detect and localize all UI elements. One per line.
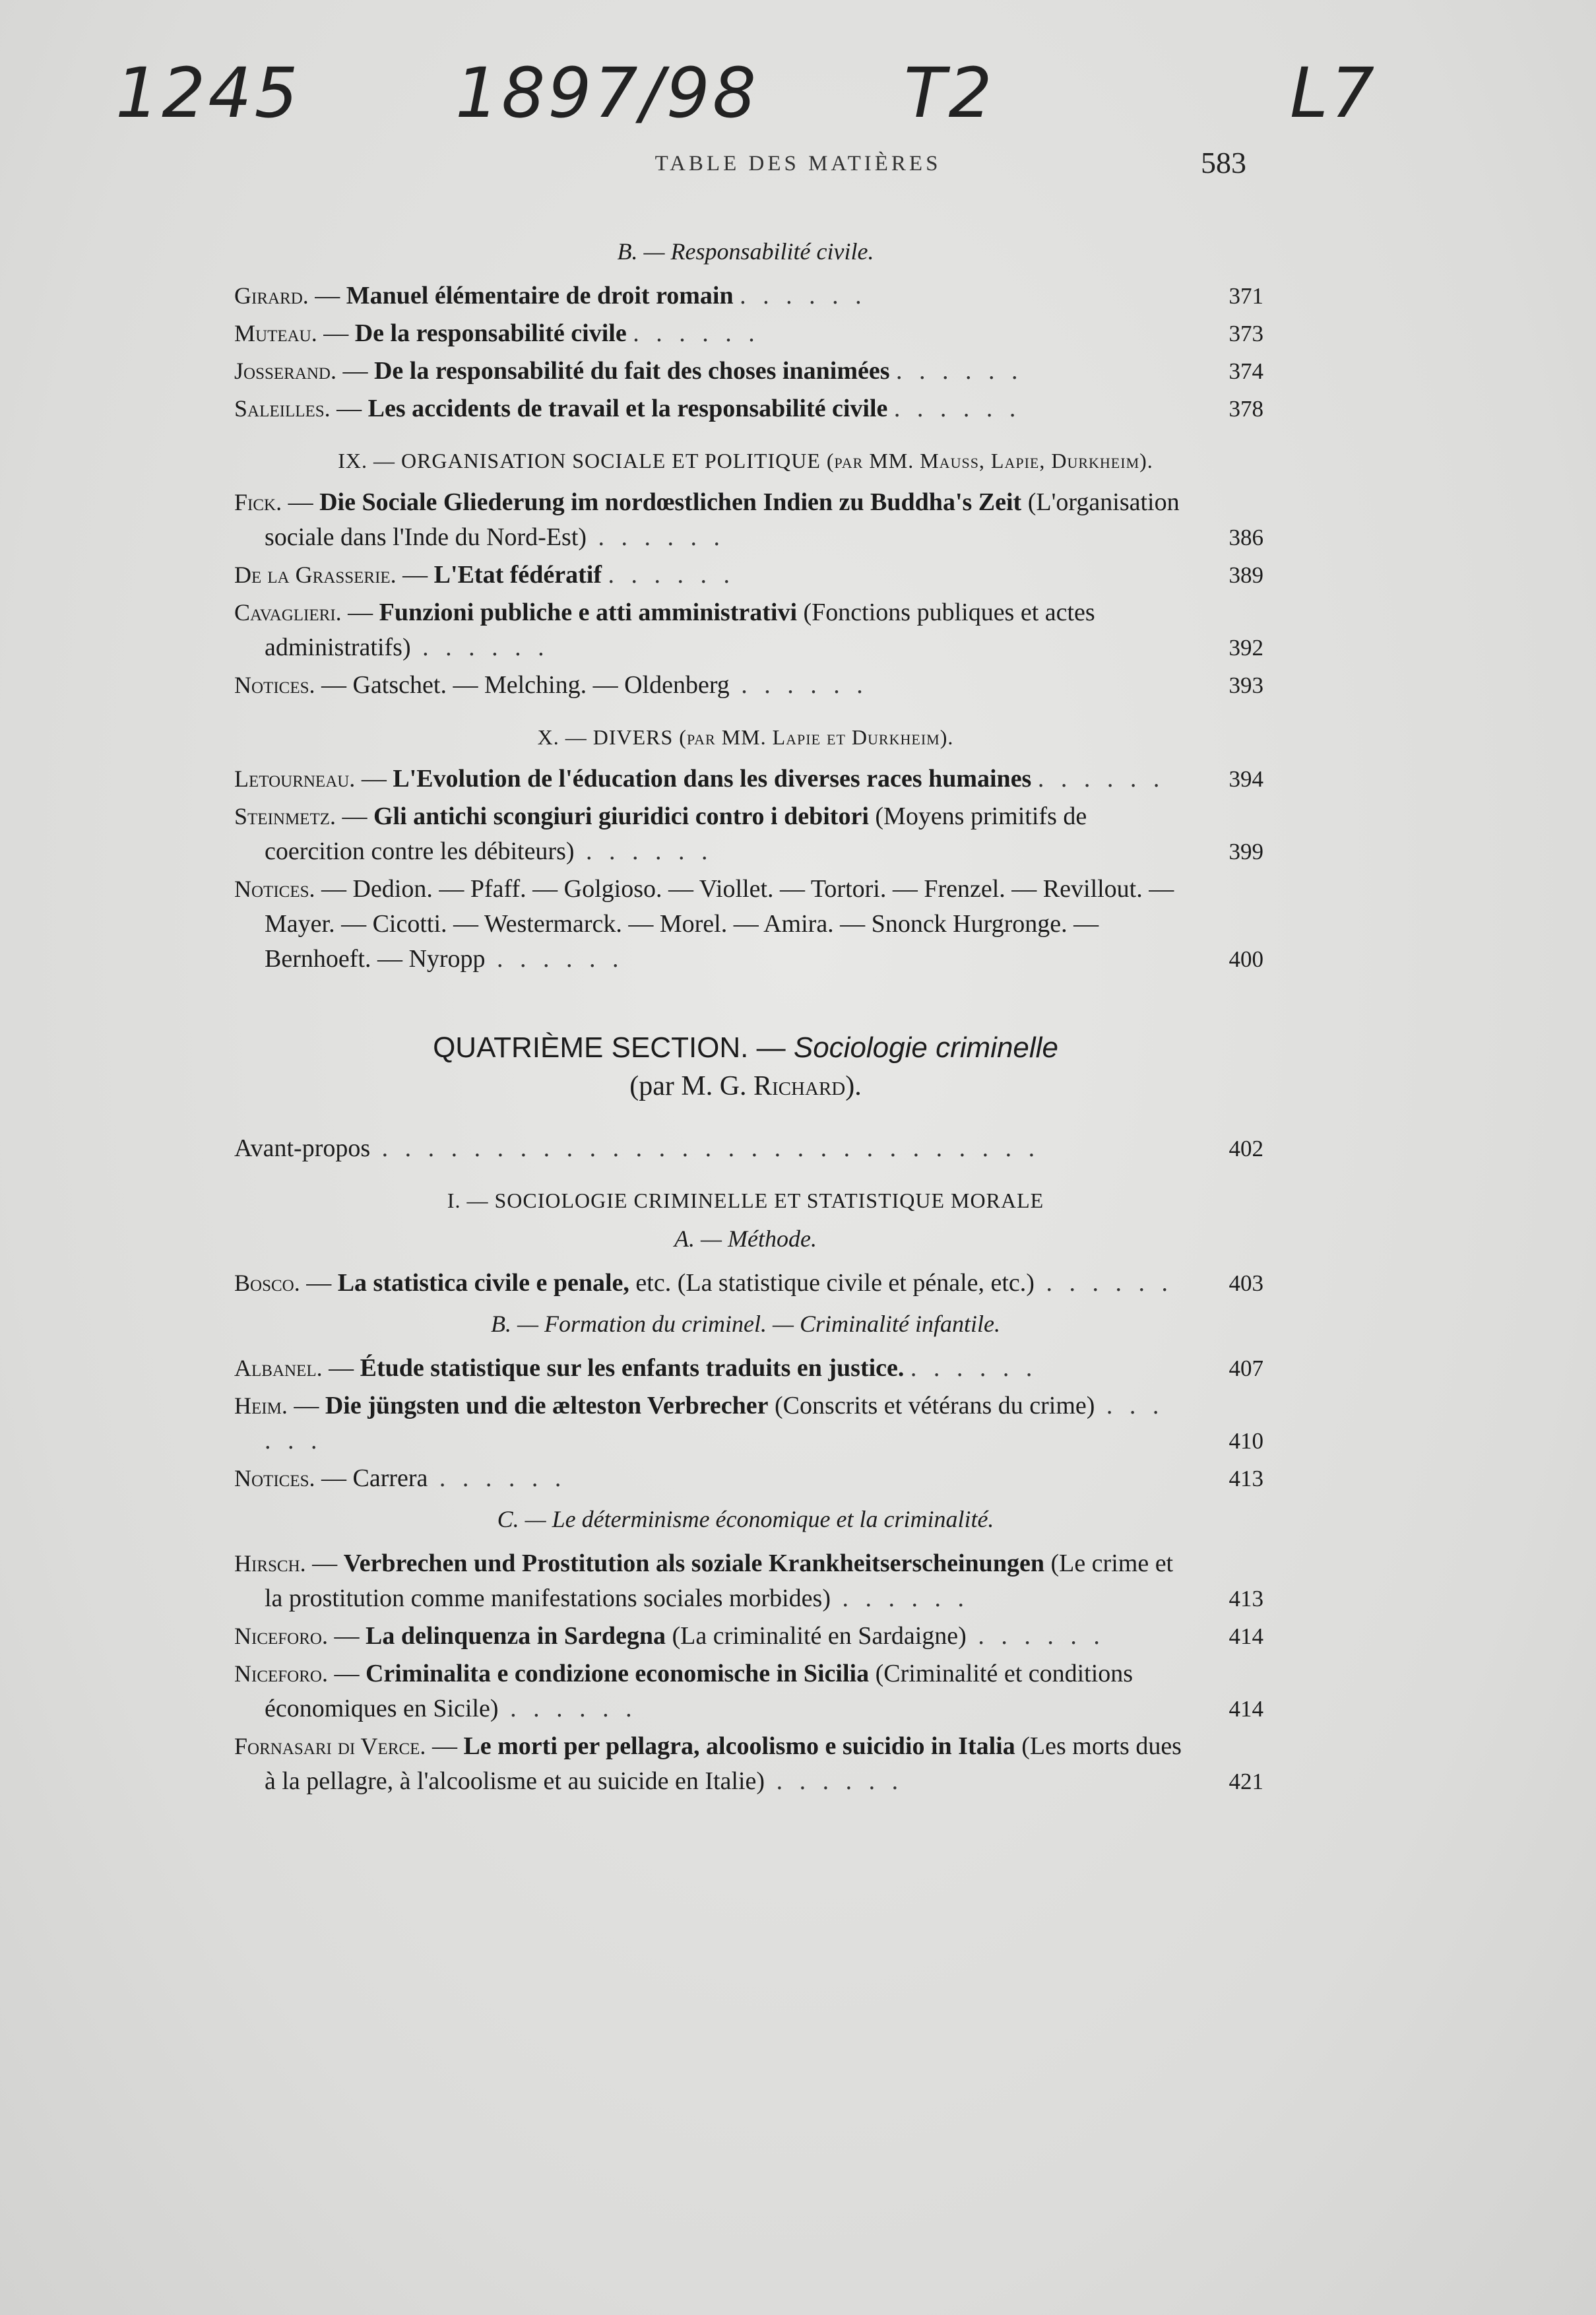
leader-dots: . . . . . . xyxy=(910,1354,1038,1382)
toc-entry xyxy=(234,558,1263,593)
toc-entry-page: 392 xyxy=(1229,635,1263,661)
avant-propos-page: 402 xyxy=(1229,1136,1263,1161)
toc-entry-title: Die jüngsten und die ælteston Verbrecher xyxy=(325,1392,769,1419)
toc-entry-title: L'Evolution de l'éducation dans les diverses races humaines xyxy=(393,765,1032,793)
leader-dots: . . . . . . xyxy=(831,1584,969,1612)
leader-dots: . . . . . . xyxy=(498,1695,637,1722)
toc-entry-detail: (Fonctions publiques et actes administratifs) xyxy=(265,599,1095,661)
toc-entry-text: Notices. — Gatschet. — Melching. — Oldenberg . . . . . . xyxy=(234,671,868,699)
toc-entry-author: Saleilles. xyxy=(234,395,331,422)
toc-entry-text: Niceforo. — La delinquenza in Sardegna (La criminalité en Sardaigne) . . . . . . xyxy=(234,1622,1105,1650)
leader-dots: . . . . . . xyxy=(608,561,735,589)
toc-entry-text: Saleilles. — Les accidents de travail et la responsabilité civile . . . . . . xyxy=(234,395,1021,422)
handwritten-tome: T2 xyxy=(904,53,995,133)
toc-entry-title: Étude statistique sur les enfants traduits en justice. xyxy=(360,1354,905,1382)
toc-entry-author: Fick. xyxy=(234,489,282,515)
toc-entry-text: Albanel. — Étude statistique sur les enfants traduits en justice. . . . . . . xyxy=(234,1354,1038,1382)
toc-entry-page: 414 xyxy=(1229,1623,1263,1649)
subsection-heading-methode: A. — Méthode. xyxy=(674,1225,817,1252)
section-heading-i: I. — SOCIOLOGIE CRIMINELLE ET STATISTIQUE MORALE xyxy=(447,1189,1044,1212)
toc-entry-text: Josserand. — De la responsabilité du fait des choses inanimées . . . . . . xyxy=(234,357,1023,385)
toc-entry-text: Hirsch. — Verbrechen und Prostitution als soziale Krankheitserscheinungen (Le crime et la prostitution comme manifestations sociales morbides) . . . . . . xyxy=(234,1549,1174,1612)
toc-entry-text: Fick. — Die Sociale Gliederung im nordœstlichen Indien zu Buddha's Zeit (L'organisation sociale dans l'Inde du Nord-Est) . . . . . . xyxy=(234,488,1180,551)
toc-entry-text: Muteau. — De la responsabilité civile . . . . . . xyxy=(234,319,760,347)
toc-entry xyxy=(234,1388,1263,1458)
toc-entry-page: 374 xyxy=(1229,358,1263,384)
leader-dots: . . . . . . xyxy=(265,1392,1165,1454)
toc-entry-text: Steinmetz. — Gli antichi scongiuri giuridici contro i debitori (Moyens primitifs de coercition contre les débiteurs) . . . . . . xyxy=(234,802,1087,865)
running-head: TABLE DES MATIÈRES xyxy=(654,152,942,176)
avant-propos-label: Avant-propos xyxy=(234,1134,371,1162)
part-author-post: ). xyxy=(845,1071,862,1101)
toc-entry xyxy=(234,485,1263,555)
toc-entry-page: 400 xyxy=(1229,946,1263,972)
toc-entry xyxy=(234,1351,1263,1386)
leader-dots: . . . . . . xyxy=(729,671,868,699)
toc-entry-page: 413 xyxy=(1229,1586,1263,1612)
entry-list-a xyxy=(234,1266,1263,1301)
entry-list-b xyxy=(234,278,1263,426)
toc-entry-title: La delinquenza in Sardegna xyxy=(365,1622,666,1650)
toc-entry xyxy=(234,1546,1263,1616)
section-heading-x: X. — DIVERS (par MM. Lapie et Durkheim). xyxy=(537,725,954,749)
toc-entry-author: Bosco. xyxy=(234,1270,300,1296)
subsection-heading-determinisme: C. — Le déterminisme économique et la criminalité. xyxy=(497,1506,994,1532)
leader-dots: . . . . . . . . . . . . . . . . . . . . . . . . . . . . . xyxy=(370,1134,1040,1162)
toc-entry xyxy=(234,1461,1263,1496)
leader-dots: . . . . . . xyxy=(896,357,1023,385)
toc-entry-page: 378 xyxy=(1229,396,1263,422)
toc-entry-title: Le morti per pellagra, alcoolismo e suicidio in Italia xyxy=(463,1732,1015,1760)
toc-entry-title: Manuel élémentaire de droit romain xyxy=(346,282,734,310)
toc-entry-text: Letourneau. — L'Evolution de l'éducation dans les diverses races humaines . . . . . . xyxy=(234,765,1165,793)
toc-entry-detail: (Moyens primitifs de coercition contre les débiteurs) xyxy=(265,802,1087,865)
toc-entry-detail: (Criminalité et conditions économiques en Sicile) xyxy=(265,1660,1133,1722)
toc-entry-text: Niceforo. — Criminalita e condizione economische in Sicilia (Criminalité et conditions économiques en Sicile) . . . . . . xyxy=(234,1660,1133,1722)
subsection-heading-formation: B. — Formation du criminel. — Criminalité infantile. xyxy=(491,1311,1000,1337)
part-heading-prefix: QUATRIÈME SECTION. — xyxy=(433,1031,794,1064)
section-heading-ix: IX. — ORGANISATION SOCIALE ET POLITIQUE (par MM. Mauss, Lapie, Durkheim). xyxy=(338,449,1153,473)
leader-dots: . . . . . . xyxy=(485,945,624,973)
leader-dots: . . . . . . xyxy=(765,1767,904,1795)
toc-entry-author: Muteau. xyxy=(234,320,317,346)
leader-dots: . . . . . . xyxy=(893,395,1021,422)
toc-entry-page: 413 xyxy=(1229,1466,1263,1491)
toc-entry xyxy=(234,316,1263,351)
toc-entry-detail: etc. (La statistique civile et pénale, etc.) xyxy=(635,1269,1035,1297)
part-heading-title: Sociologie criminelle xyxy=(793,1031,1058,1064)
toc-entry-title: De la responsabilité du fait des choses inanimées xyxy=(373,357,890,385)
toc-entry-text: De la Grasserie. — L'Etat fédératif . . . . . . xyxy=(234,561,735,589)
toc-entry-page: 393 xyxy=(1229,672,1263,698)
toc-entry-page: 399 xyxy=(1229,839,1263,864)
toc-entry-detail: Dedion. — Pfaff. — Golgioso. — Viollet. — Tortori. — Frenzel. — Revillout. — Mayer. — Cicotti. — Westermarck. — Morel. — Amira. — Snonck Hurgronge. — Bernhoeft. — Nyropp xyxy=(265,875,1174,973)
toc-entry xyxy=(234,1656,1263,1726)
toc-entry-page: 394 xyxy=(1229,766,1263,792)
leader-dots: . . . . . . xyxy=(587,523,726,551)
toc-entry-author: Cavaglieri. xyxy=(234,599,342,626)
toc-entry-title: Die Sociale Gliederung im nordœstlichen Indien zu Buddha's Zeit xyxy=(319,488,1022,516)
avant-propos-entry xyxy=(234,1131,1263,1166)
toc-entry-title: Criminalita e condizione economische in Sicilia xyxy=(365,1660,870,1687)
toc-entry-author: Notices. xyxy=(234,876,315,902)
leader-dots: . . . . . . xyxy=(410,634,550,661)
toc-content xyxy=(234,238,1263,1802)
page-number: 583 xyxy=(1201,146,1246,179)
toc-entry-page: 410 xyxy=(1229,1428,1263,1454)
toc-entry xyxy=(234,668,1263,703)
toc-entry xyxy=(234,1619,1263,1654)
toc-entry-author: De la Grasserie. xyxy=(234,562,397,588)
toc-entry-text: Girard. — Manuel élémentaire de droit romain . . . . . . xyxy=(234,282,867,310)
toc-entry-author: Josserand. xyxy=(234,358,336,384)
toc-entry xyxy=(234,1266,1263,1301)
toc-entry xyxy=(234,872,1263,977)
toc-entry-detail: Carrera xyxy=(352,1464,428,1492)
leader-dots: . . . . . . xyxy=(1037,765,1165,793)
entry-list-ix xyxy=(234,485,1263,703)
toc-entry-text: Notices. — Carrera . . . . . . xyxy=(234,1464,567,1492)
toc-entry-author: Fornasari di Verce. xyxy=(234,1733,426,1759)
leader-dots: . . . . . . xyxy=(740,282,867,310)
part-author-pre: (par M. G. xyxy=(629,1071,754,1101)
toc-entry-author: Heim. xyxy=(234,1392,288,1419)
toc-entry-detail: (La criminalité en Sardaigne) xyxy=(672,1622,967,1650)
toc-entry xyxy=(234,762,1263,797)
toc-entry-text: Heim. — Die jüngsten und die ælteston Verbrecher (Conscrits et vétérans du crime) . . . . . . xyxy=(234,1392,1165,1454)
toc-entry-page: 414 xyxy=(1229,1696,1263,1722)
part-heading xyxy=(234,1027,1257,1069)
toc-entry-page: 403 xyxy=(1229,1270,1263,1296)
toc-entry-page: 389 xyxy=(1229,562,1263,588)
entry-list-c xyxy=(234,1546,1263,1799)
toc-entry-author: Niceforo. xyxy=(234,1623,328,1649)
toc-entry-detail: (Le crime et la prostitution comme manifestations sociales morbides) xyxy=(265,1549,1174,1612)
toc-entry-title: Verbrechen und Prostitution als soziale Krankheitserscheinungen xyxy=(343,1549,1044,1577)
toc-entry-author: Notices. xyxy=(234,672,315,698)
toc-entry-author: Letourneau. xyxy=(234,766,356,792)
toc-entry xyxy=(234,391,1263,426)
toc-entry xyxy=(234,278,1263,313)
toc-entry xyxy=(234,354,1263,389)
toc-entry-text: Bosco. — La statistica civile e penale, etc. (La statistique civile et pénale, etc.) . . . . . . xyxy=(234,1269,1173,1297)
toc-entry-author: Notices. xyxy=(234,1465,315,1491)
leader-dots: . . . . . . xyxy=(1034,1269,1173,1297)
toc-entry-text: Notices. — Dedion. — Pfaff. — Golgioso. — Viollet. — Tortori. — Frenzel. — Revillout. — Mayer. — Cicotti. — Westermarck. — Morel. — Amira. — Snonck Hurgronge. — Bernhoeft. — Nyropp . . . . . . xyxy=(234,875,1174,973)
toc-entry-page: 371 xyxy=(1229,283,1263,309)
entry-list-b2 xyxy=(234,1351,1263,1496)
part-author xyxy=(234,1070,1257,1102)
leader-dots: . . . . . . xyxy=(574,837,713,865)
toc-entry xyxy=(234,1729,1263,1799)
toc-entry-author: Niceforo. xyxy=(234,1660,328,1687)
toc-entry-title: La statistica civile e penale, xyxy=(337,1269,629,1297)
handwritten-code: L7 xyxy=(1290,53,1378,133)
toc-entry-detail: (Conscrits et vétérans du crime) xyxy=(775,1392,1095,1419)
toc-entry xyxy=(234,799,1263,869)
leader-dots: . . . . . . xyxy=(428,1464,567,1492)
toc-entry-detail: (L'organisation sociale dans l'Inde du Nord-Est) xyxy=(265,488,1180,551)
toc-entry-text: Cavaglieri. — Funzioni publiche e atti amministrativi (Fonctions publiques et actes administratifs) . . . . . . xyxy=(234,599,1095,661)
toc-entry-title: Les accidents de travail et la responsabilité civile xyxy=(367,395,888,422)
toc-entry xyxy=(234,595,1263,665)
toc-entry-page: 373 xyxy=(1229,321,1263,346)
toc-entry-title: Funzioni publiche e atti amministrativi xyxy=(379,599,798,626)
entry-list-x xyxy=(234,762,1263,977)
handwritten-year: 1897/98 xyxy=(455,53,759,133)
leader-dots: . . . . . . xyxy=(633,319,760,347)
leader-dots: . . . . . . xyxy=(966,1622,1105,1650)
toc-entry-text: Fornasari di Verce. — Le morti per pellagra, alcoolismo e suicidio in Italia (Les morts dues à la pellagre, à l'alcoolisme et au suicide en Italie) . . . . . . xyxy=(234,1732,1182,1795)
toc-entry-detail: (Les morts dues à la pellagre, à l'alcoolisme et au suicide en Italie) xyxy=(265,1732,1182,1795)
toc-entry-page: 386 xyxy=(1229,525,1263,550)
toc-entry-title: De la responsabilité civile xyxy=(354,319,627,347)
toc-entry-detail: Gatschet. — Melching. — Oldenberg xyxy=(352,671,730,699)
toc-entry-author: Hirsch. xyxy=(234,1550,306,1577)
part-author-name: Richard xyxy=(753,1071,846,1101)
toc-entry-title: L'Etat fédératif xyxy=(433,561,602,589)
toc-entry-title: Gli antichi scongiuri giuridici contro i debitori xyxy=(373,802,869,830)
toc-entry-page: 407 xyxy=(1229,1355,1263,1381)
handwritten-shelfmark: 1245 xyxy=(115,53,301,133)
subsection-heading-responsabilite: B. — Responsabilité civile. xyxy=(617,238,874,265)
toc-entry-page: 421 xyxy=(1229,1769,1263,1794)
toc-entry-author: Albanel. xyxy=(234,1355,323,1381)
toc-entry-author: Steinmetz. xyxy=(234,803,336,830)
toc-entry-author: Girard. xyxy=(234,282,309,309)
